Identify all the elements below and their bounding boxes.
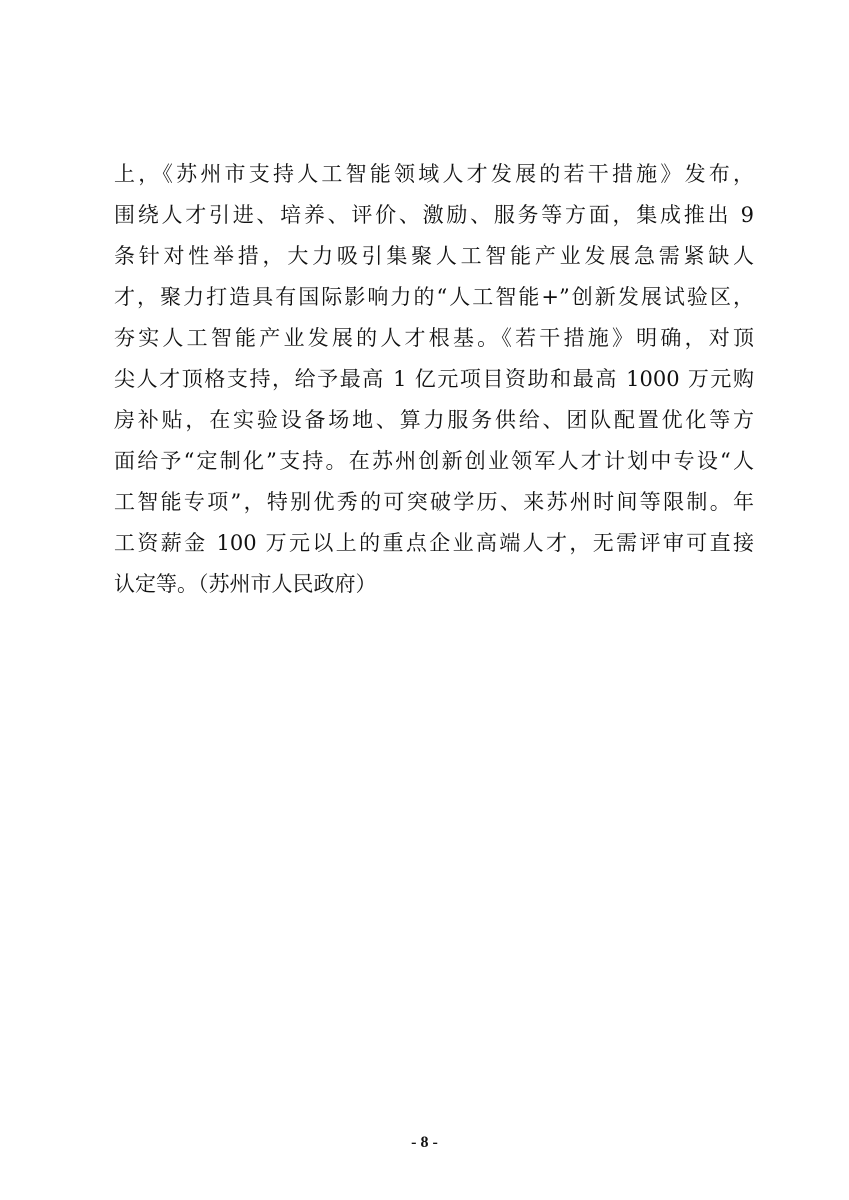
paragraph-line: 尖人才顶格支持，给予最高 1 亿元项目资助和最高 1000 万元购 xyxy=(114,367,754,391)
paragraph-line: 工智能专项”，特别优秀的可突破学历、来苏州时间等限制。年 xyxy=(114,490,754,514)
paragraph-line: 夯实人工智能产业发展的人才根基。《若干措施》明确，对顶 xyxy=(114,326,754,350)
paragraph-line: 才，聚力打造具有国际影响力的“人工智能+”创新发展试验区， xyxy=(114,285,754,309)
body-paragraph xyxy=(114,154,754,605)
paragraph-line: 围绕人才引进、培养、评价、激励、服务等方面，集成推出 9 xyxy=(114,203,754,227)
paragraph-line: 认定等。（苏州市人民政府） xyxy=(114,572,377,596)
paragraph-line: 工资薪金 100 万元以上的重点企业高端人才，无需评审可直接 xyxy=(114,531,754,555)
page-number: - 8 - xyxy=(411,1134,438,1151)
paragraph-line: 上，《苏州市支持人工智能领域人才发展的若干措施》发布， xyxy=(114,162,754,186)
paragraph-line: 面给予“定制化”支持。在苏州创新创业领军人才计划中专设“人 xyxy=(114,449,754,473)
paragraph-line: 条针对性举措，大力吸引集聚人工智能产业发展急需紧缺人 xyxy=(114,244,754,268)
paragraph-line: 房补贴，在实验设备场地、算力服务供给、团队配置优化等方 xyxy=(114,408,754,432)
